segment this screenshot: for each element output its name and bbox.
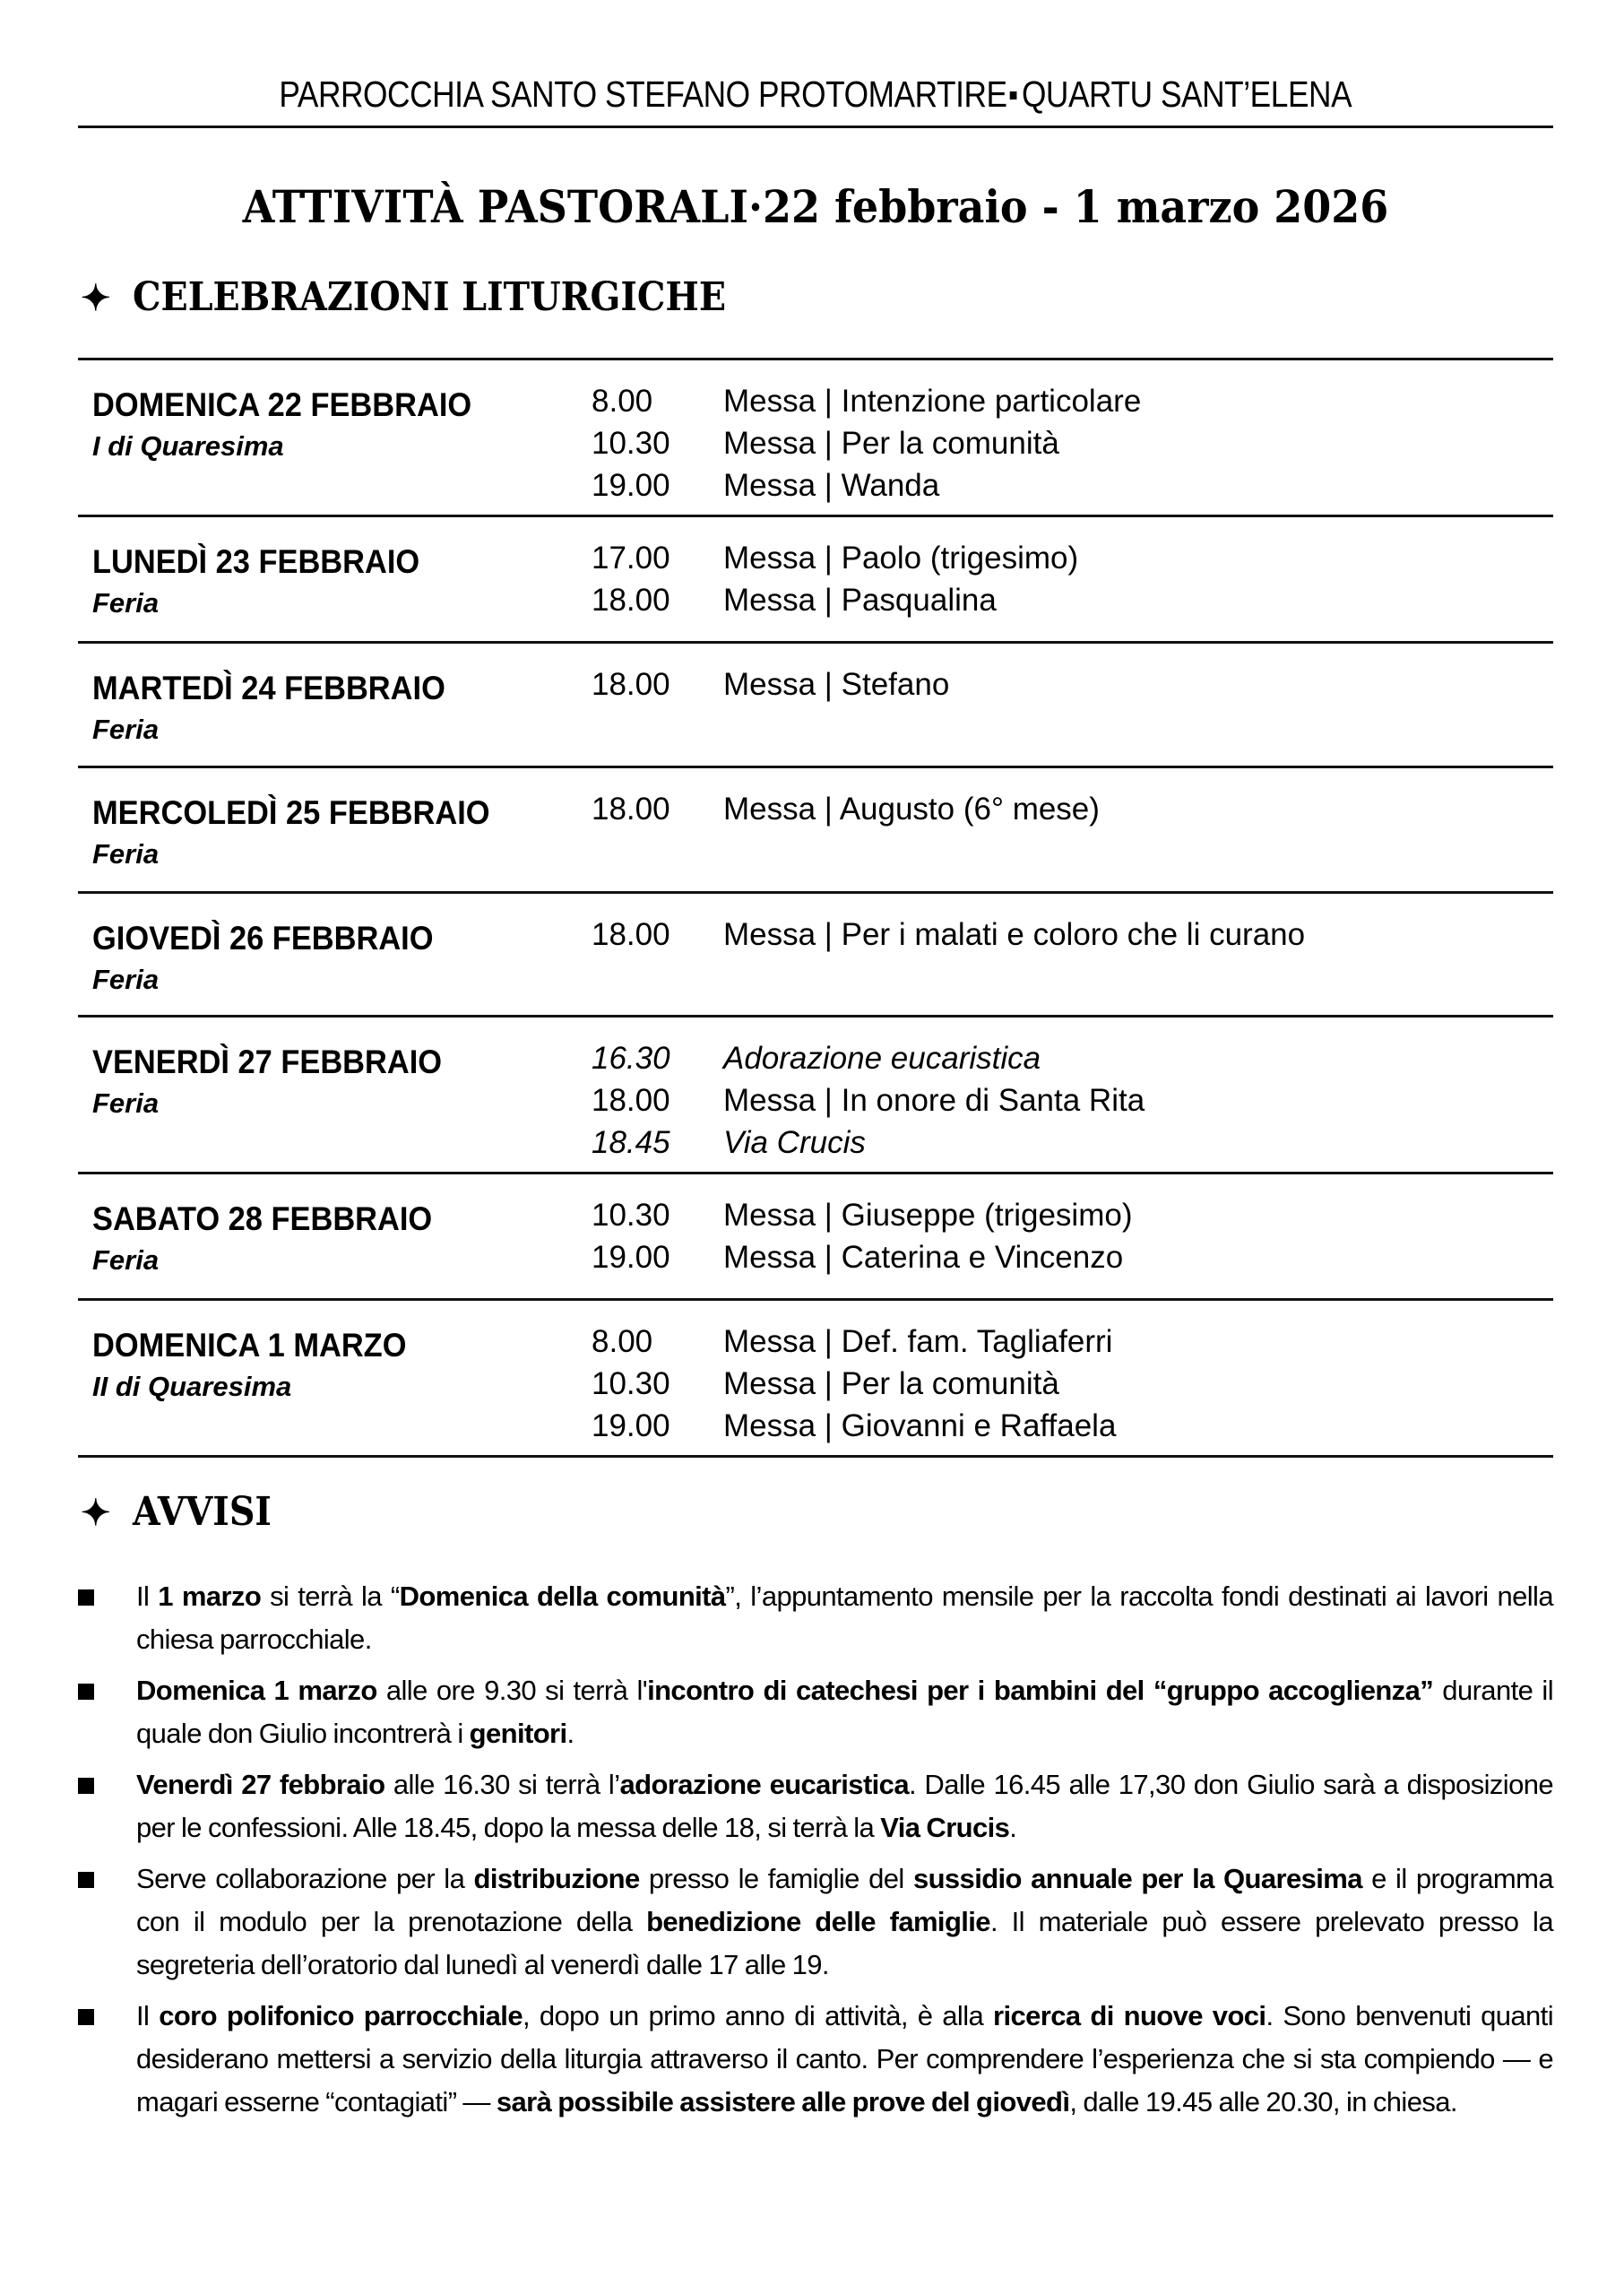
notice-emphasis: Venerdì 27 febbraio	[136, 1769, 385, 1800]
notice-emphasis: sussidio annuale per la Quaresima	[912, 1863, 1362, 1894]
event-description: Via Crucis	[723, 1125, 866, 1160]
notice-text: . Il materiale può essere prelevato presso la segreteria dell’oratorio dal lunedì al venerdì dalle 17 alle 19.	[136, 1906, 1553, 1980]
table-row	[78, 1173, 1553, 1299]
notice-text: . Sono benvenuti quanti desiderano mettersi a servizio della liturgia attraverso il canto. Per comprendere l’esperienza che si sta compiendo — e magari esserne “contagiati” —	[136, 2000, 1553, 2117]
notice-item	[78, 1763, 1553, 1849]
notice-text: .	[566, 1718, 574, 1749]
event-description: Messa | Augusto (6° mese)	[723, 792, 1100, 827]
day-label: MARTEDÌ 24 FEBBRAIO	[92, 670, 445, 706]
event-description: Messa | Intenzione particolare	[723, 384, 1142, 419]
liturgical-day-label: Feria	[92, 838, 160, 870]
notice-emphasis: 1 marzo	[158, 1581, 262, 1612]
event-time: 10.30	[592, 426, 670, 461]
notice-emphasis: coro polifonico parrocchiale	[159, 2000, 523, 2031]
parish-city: QUARTU SANT’ELENA	[1022, 74, 1352, 115]
notice-text: e il programma con il modulo per la prenotazione della	[136, 1863, 1553, 1937]
event-description: Messa | Wanda	[723, 468, 940, 503]
day-label: MERCOLEDÌ 25 FEBBRAIO	[92, 794, 490, 831]
liturgical-day-label: Feria	[92, 587, 160, 619]
event-time: 10.30	[592, 1198, 670, 1233]
event-description: Messa | In onore di Santa Rita	[723, 1083, 1145, 1118]
event-time: 19.00	[592, 468, 670, 503]
notice-emphasis: ricerca di nuove voci	[993, 2000, 1266, 2031]
section-heading-notices	[81, 1484, 287, 1541]
notice-emphasis: Domenica della comunità	[399, 1581, 726, 1612]
table-row	[78, 1016, 1553, 1173]
table-row	[78, 892, 1553, 1016]
header-divider	[78, 126, 1553, 128]
notice-text: ”, l’appuntamento mensile per la raccolta fondi destinati ai lavori nella chiesa parrocchiale.	[136, 1581, 1553, 1655]
event-description: Messa | Giuseppe (trigesimo)	[723, 1198, 1133, 1233]
liturgical-day-label: I di Quaresima	[92, 430, 284, 462]
section-heading-celebrations	[81, 269, 792, 326]
notice-text: si terrà la “	[261, 1581, 400, 1612]
notice-text: presso le famiglie del	[639, 1863, 913, 1894]
event-time: 10.30	[592, 1366, 670, 1401]
liturgical-day-label: Feria	[92, 1244, 160, 1276]
liturgical-day-label: II di Quaresima	[92, 1371, 292, 1402]
square-bullet-icon	[78, 2009, 94, 2025]
day-label: LUNEDÌ 23 FEBBRAIO	[92, 543, 420, 580]
notice-emphasis: distribuzione	[473, 1863, 640, 1894]
day-label: SABATO 28 FEBBRAIO	[92, 1200, 433, 1237]
notice-text: Il	[136, 1581, 159, 1612]
table-row	[78, 359, 1553, 515]
event-description: Messa | Giovanni e Raffaela	[723, 1408, 1117, 1443]
page-title	[78, 176, 1553, 238]
square-bullet-icon	[78, 1589, 94, 1606]
section-label: AVVISI	[133, 1489, 272, 1535]
notice-text: Serve collaborazione per la	[136, 1863, 474, 1894]
event-description: Messa | Pasqualina	[723, 583, 997, 618]
notice-text: alle 16.30 si terrà l’	[384, 1769, 620, 1800]
event-description: Messa | Per la comunità	[723, 1366, 1059, 1401]
event-time: 8.00	[592, 384, 653, 419]
event-time: 18.00	[592, 792, 670, 827]
notice-emphasis: incontro di catechesi per i bambini del “gruppo accoglienza”	[647, 1675, 1434, 1706]
notice-item	[78, 1858, 1553, 1987]
notice-text: , dopo un primo anno di attività, è alla	[522, 2000, 994, 2031]
liturgical-day-label: Feria	[92, 714, 160, 745]
day-label: GIOVEDÌ 26 FEBBRAIO	[92, 920, 434, 957]
table-row	[78, 766, 1553, 892]
notice-text: Il	[136, 2000, 160, 2031]
notice-text: alle ore 9.30 si terrà l'	[376, 1675, 648, 1706]
square-bullet-icon	[78, 1872, 94, 1888]
notice-text: durante il quale don Giulio incontrerà i	[136, 1675, 1553, 1749]
notice-text: , dalle 19.45 alle 20.30, in chiesa.	[1069, 2086, 1457, 2117]
day-label: VENERDÌ 27 FEBBRAIO	[92, 1044, 443, 1080]
liturgical-day-label: Feria	[92, 1087, 160, 1119]
event-description: Messa | Caterina e Vincenzo	[723, 1240, 1124, 1275]
table-row	[78, 515, 1553, 642]
event-description: Messa | Per la comunità	[723, 426, 1059, 461]
title-period: 22 febbraio - 1 marzo 2026	[763, 180, 1389, 233]
event-time: 18.00	[592, 583, 670, 618]
table-row	[78, 642, 1553, 766]
event-time: 16.30	[592, 1041, 670, 1076]
event-time: 18.45	[592, 1125, 670, 1160]
notice-emphasis: Domenica 1 marzo	[136, 1675, 377, 1706]
notice-emphasis: benedizione delle famiglie	[646, 1906, 990, 1937]
event-time: 19.00	[592, 1408, 670, 1443]
event-description: Messa | Def. fam. Tagliaferri	[723, 1324, 1113, 1359]
square-separator-icon	[1010, 91, 1017, 100]
notice-emphasis: Via Crucis	[880, 1812, 1010, 1843]
event-time: 8.00	[592, 1324, 653, 1359]
event-description: Messa | Paolo (trigesimo)	[723, 541, 1079, 576]
event-description: Adorazione eucaristica	[723, 1041, 1041, 1076]
table-row	[78, 1299, 1553, 1456]
event-time: 18.00	[592, 917, 670, 952]
title-main: ATTIVITÀ PASTORALI	[242, 180, 749, 233]
event-time: 19.00	[592, 1240, 670, 1275]
liturgical-day-label: Feria	[92, 964, 160, 995]
parish-name: PARROCCHIA SANTO STEFANO PROTOMARTIRE	[279, 74, 1007, 115]
event-description: Messa | Stefano	[723, 667, 950, 702]
notice-emphasis: adorazione eucaristica	[619, 1769, 909, 1800]
square-bullet-icon	[78, 1778, 94, 1794]
notice-text: .	[1009, 1812, 1017, 1843]
notice-item	[78, 1575, 1553, 1661]
day-label: DOMENICA 1 MARZO	[92, 1327, 407, 1364]
section-label: CELEBRAZIONI LITURGICHE	[133, 274, 727, 320]
notice-emphasis: sarà possibile assistere alle prove del giovedì	[496, 2086, 1070, 2117]
notice-text: . Dalle 16.45 alle 17,30 don Giulio sarà a disposizione per le confessioni. Alle 18.45, dopo la messa delle 18, si terrà la	[136, 1769, 1553, 1843]
parish-header	[78, 70, 1553, 118]
event-time: 18.00	[592, 667, 670, 702]
notice-item	[78, 1995, 1553, 2124]
four-point-star-icon: ✦	[81, 277, 111, 319]
day-label: DOMENICA 22 FEBBRAIO	[92, 386, 472, 423]
event-time: 18.00	[592, 1083, 670, 1118]
notice-item	[78, 1669, 1553, 1755]
title-separator: ·	[748, 180, 764, 233]
four-point-star-icon: ✦	[81, 1492, 111, 1534]
notice-emphasis: genitori	[469, 1718, 567, 1749]
event-description: Messa | Per i malati e coloro che li curano	[723, 917, 1306, 952]
notices-list	[78, 1575, 1553, 2132]
event-time: 17.00	[592, 541, 670, 576]
square-bullet-icon	[78, 1684, 94, 1700]
